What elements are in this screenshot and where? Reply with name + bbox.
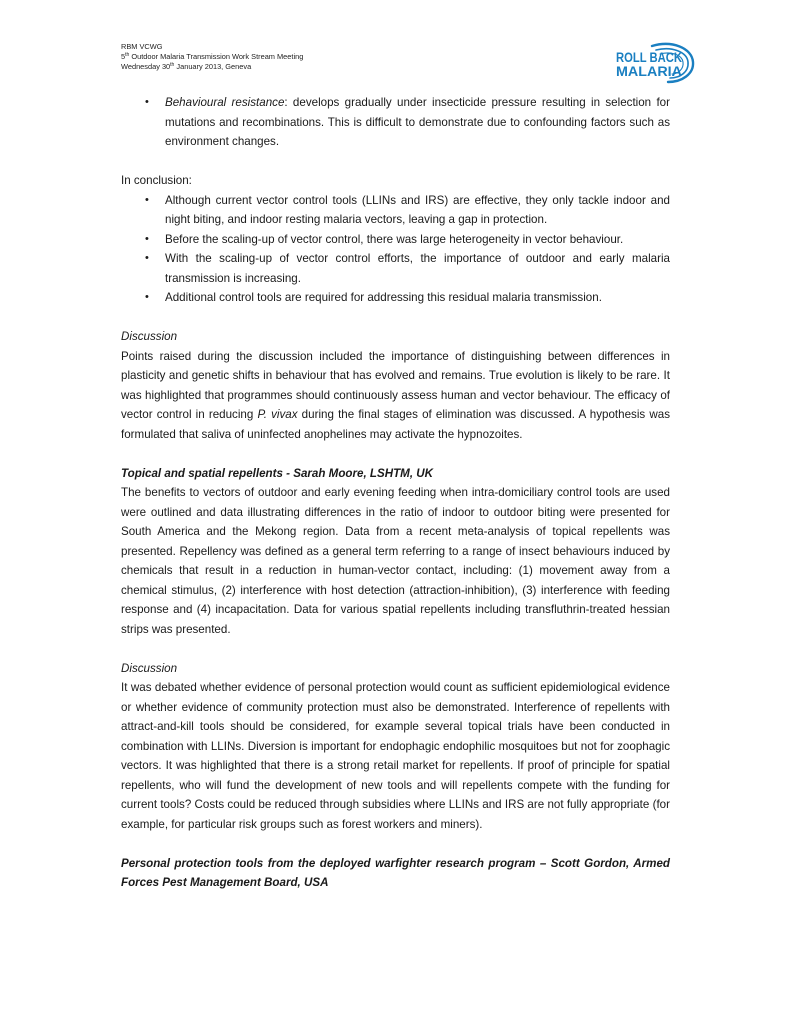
conclusion-intro: In conclusion: [121, 174, 192, 187]
section-heading-repellents: Topical and spatial repellents - Sarah Moore, LSHTM, UK [121, 466, 434, 480]
header-line-meeting: 5th Outdoor Malaria Transmission Work Stream Meeting [121, 52, 304, 61]
discussion-heading-2: Discussion [121, 661, 178, 675]
discussion-paragraph-2: It was debated whether evidence of personal protection would count as sufficient epidemiological evidence or whether evidence of community protection must also be demonstrated. Interference of repellents with attract-and-kill tools should be considered, for example several topical trials have been conducted in combination with LLINs. Diversion is important for endophagic endophilic mosquitoes but not for zoophagic vectors. It was highlighted that there is a strong retail market for repellents. If proof of principle for spatial repellents, who will fund the development of new tools and will repellents compete with the funding for current tools? Costs could be reduced through subsidies where LLINs and IRS are not fully appropriate (for example, for particular risk groups such as forest workers and miners). [121, 681, 670, 831]
roll-back-malaria-logo [612, 40, 696, 84]
bullet: • [145, 291, 149, 303]
header-line-org: RBM VCWG [121, 42, 163, 51]
section-heading-personal-protection: Personal protection tools from the deployed warfighter research program – Scott Gordon, Armed Forces Pest Management Board, USA [121, 856, 670, 889]
bullet: • [145, 193, 149, 206]
resistance-list [121, 93, 670, 152]
page-header [121, 42, 303, 72]
repellents-paragraph: The benefits to vectors of outdoor and early evening feeding when intra-domiciliary control tools are used were outlined and data illustrating differences in the ratio of indoor to outdoor biting were presented for South America and the Mekong region. Data from a recent meta-analysis of topical repellents was presented. Repellency was defined as a general term referring to a range of insect behaviours induced by chemicals that result in a reduction in human-vector contact, including: (1) movement away from a chemical stimulus, (2) interference with host detection (attraction-inhibition), (3) interference with feeding response and (4) incapacitation. Data for various spatial repellents including transfluthrin-treated hessian strips was presented. [121, 486, 670, 636]
logo-text-roll-back: ROLL BACK [616, 50, 683, 65]
bullet: • [145, 252, 149, 264]
bullet: • [145, 232, 149, 245]
discussion-paragraph-1: Points raised during the discussion included the importance of distinguishing between differences in plasticity and genetic shifts in behaviour that has evolved and remains. True evolution is likely to be rare. It was highlighted that programmes should continuously assess human and vector behaviour. The efficacy of vector control in reducing P. vivax during the final stages of elimination was discussed. A hypothesis was formulated that saliva of uninfected anophelines may activate the hypnozoites. [121, 349, 670, 441]
logo-text-malaria: MALARIA [616, 64, 683, 79]
list-item: • Additional control tools are required for addressing this residual malaria transmission. [121, 288, 670, 308]
resistance-term: Behavioural resistance [165, 96, 285, 109]
header-line-date: Wednesday 30th January 2013, Geneva [121, 62, 252, 71]
resistance-text: : develops gradually under insecticide pressure resulting in selection for mutations and recombinations. This is difficult to demonstrate due to confounding factors such as environment changes. [165, 96, 670, 148]
list-item [121, 93, 670, 152]
conclusion-list [121, 191, 670, 308]
discussion-heading-1: Discussion [121, 330, 178, 343]
list-item: • With the scaling-up of vector control efforts, the importance of outdoor and early malaria transmission is increasing. [121, 249, 670, 288]
bullet: • [145, 96, 149, 108]
list-item: • Before the scaling-up of vector control, there was large heterogeneity in vector behaviour. [121, 230, 670, 250]
page-content [121, 93, 670, 893]
list-item: • Although current vector control tools (LLINs and IRS) are effective, they only tackle indoor and night biting, and indoor resting malaria vectors, leaving a gap in protection. [121, 191, 670, 230]
